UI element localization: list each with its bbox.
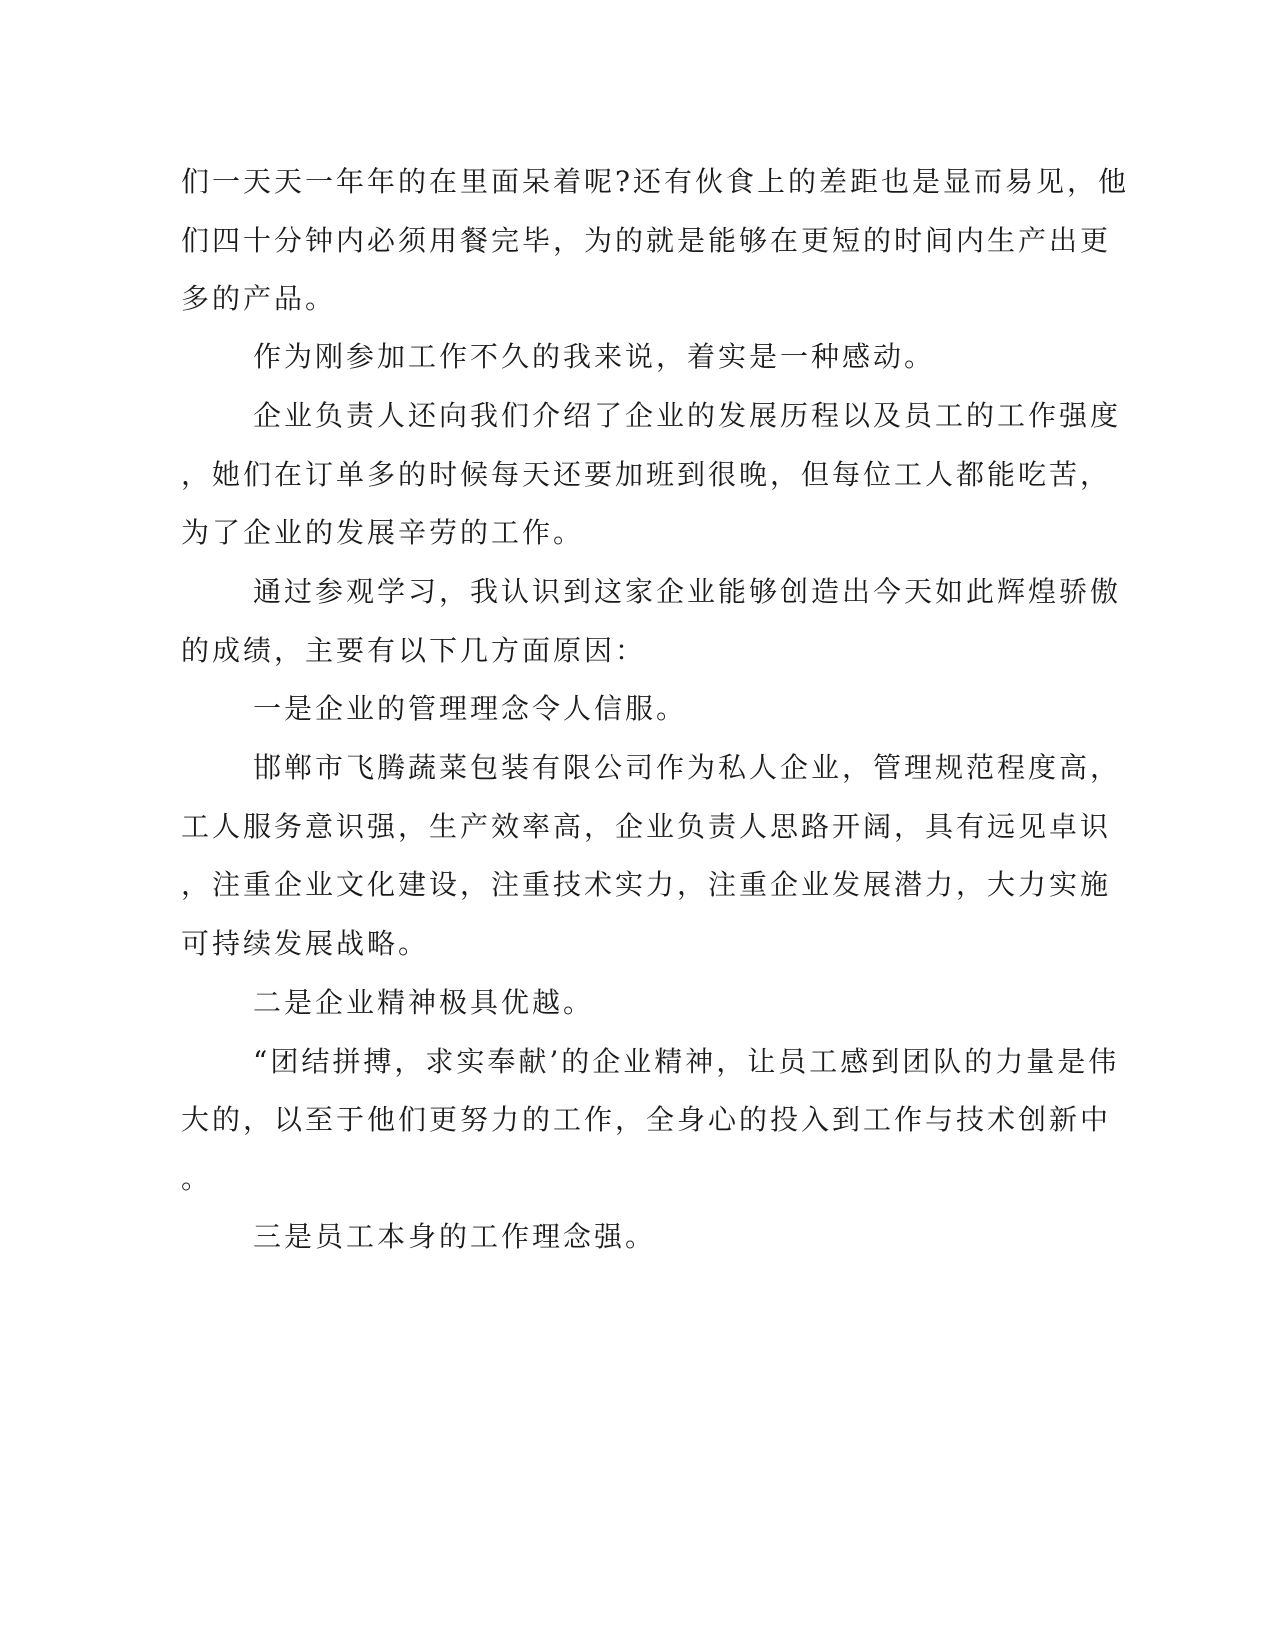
text-line: ，注重企业文化建设，注重技术实力，注重企业发展潜力，大力实施 (181, 868, 1112, 901)
text-line: 可持续发展战略。 (181, 927, 430, 960)
text-line: 多的产品。 (181, 282, 337, 315)
text-line: 为了企业的发展辛劳的工作。 (181, 516, 585, 549)
text-line: 的成绩，主要有以下几方面原因： (181, 634, 647, 667)
text-line: 二是企业精神极具优越。 (253, 986, 595, 1019)
text-line: 企业负责人还向我们介绍了企业的发展历程以及员工的工作强度 (253, 399, 1122, 432)
text-line: ，她们在订单多的时候每天还要加班到很晚，但每位工人都能吃苦， (181, 458, 1112, 491)
text-line: 作为刚参加工作不久的我来说，着实是一种感动。 (253, 340, 936, 373)
text-line: 们四十分钟内必须用餐完毕，为的就是能够在更短的时间内生产出更 (181, 224, 1112, 257)
text-line: “团结拼搏，求实奉献’的企业精神，让员工感到团队的力量是伟 (253, 1045, 1120, 1078)
text-line: 们一天天一年年的在里面呆着呢?还有伙食上的差距也是显而易见，他 (181, 165, 1130, 198)
text-line: 工人服务意识强，生产效率高，企业负责人思路开阔，具有远见卓识 (181, 810, 1112, 843)
text-line: 三是员工本身的工作理念强。 (253, 1220, 657, 1253)
text-line: 邯郸市飞腾蔬菜包装有限公司作为私人企业，管理规范程度高， (253, 751, 1122, 784)
text-line: 通过参观学习，我认识到这家企业能够创造出今天如此辉煌骄傲 (253, 575, 1122, 608)
text-line: 一是企业的管理理念令人信服。 (253, 692, 688, 725)
text-line: 。 (181, 1162, 213, 1195)
text-line: 大的，以至于他们更努力的工作，全身心的投入到工作与技术创新中 (181, 1103, 1112, 1136)
